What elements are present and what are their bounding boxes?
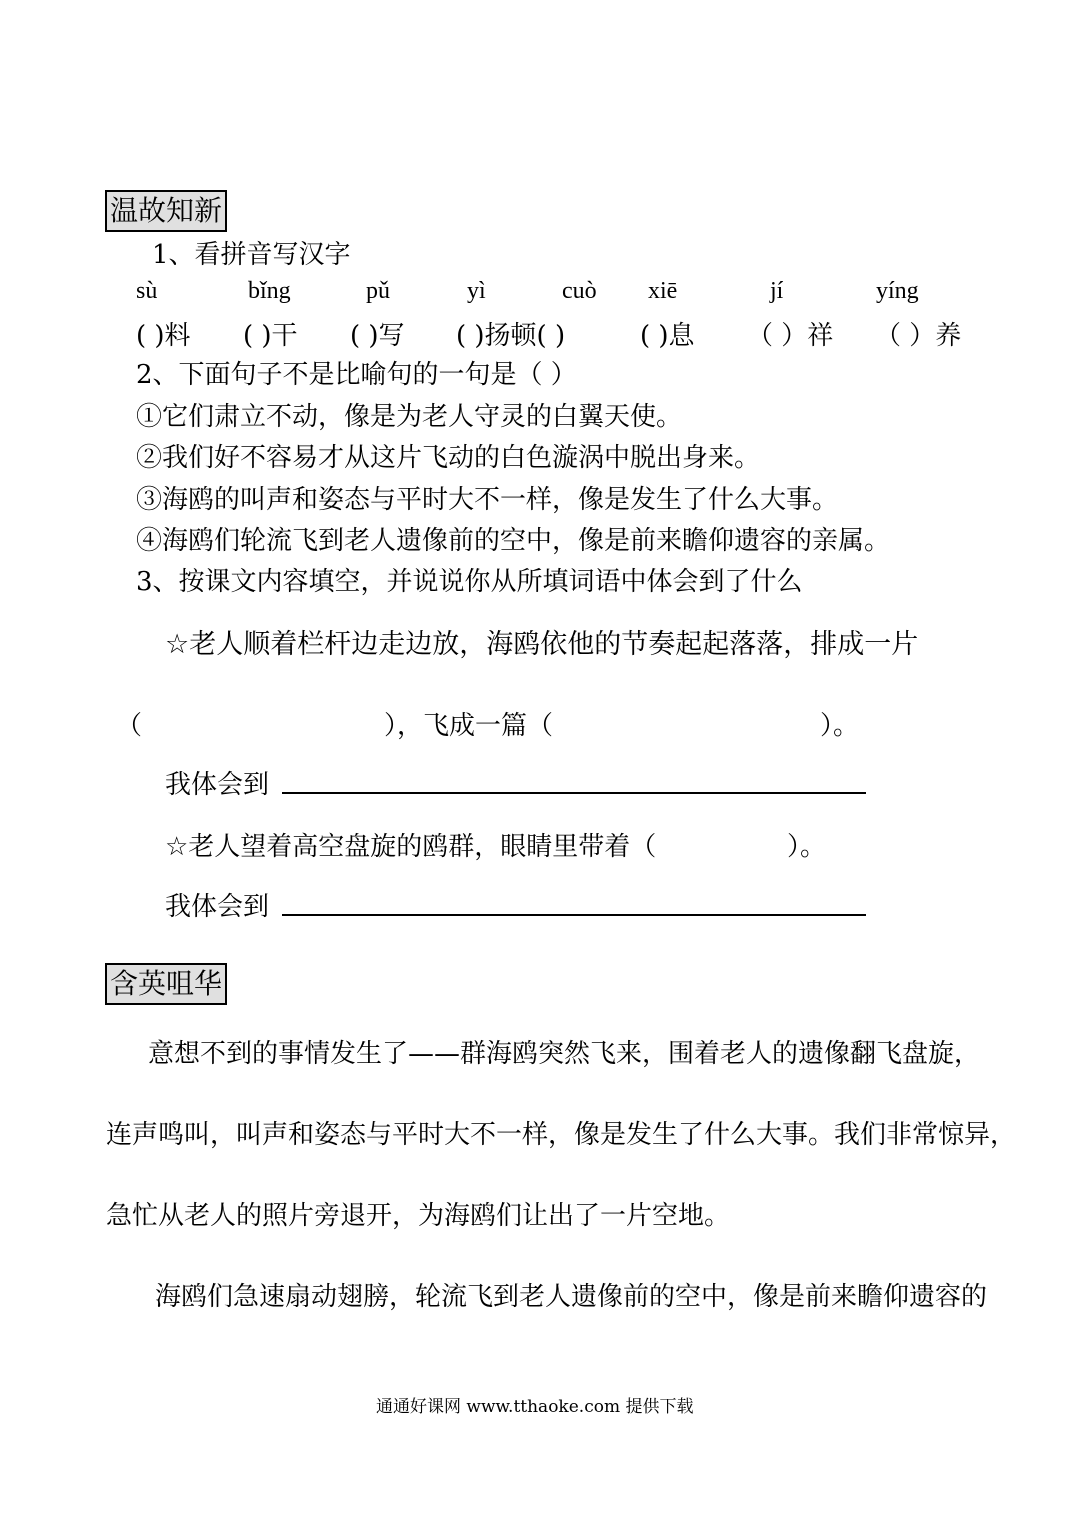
blank-4: ( )扬顿( ) — [456, 321, 566, 351]
q3-item1-open: （ — [116, 711, 143, 741]
blank-5: ( )息 — [640, 321, 695, 351]
pinyin-5: cuò — [562, 278, 597, 304]
pinyin-1: sù — [136, 278, 158, 304]
reading-p2-line1: 海鸥们急速扇动翅膀，轮流飞到老人遗像前的空中，像是前来瞻仰遗容的 — [155, 1282, 988, 1312]
reading-p1-line3: 急忙从老人的照片旁退开，为海鸥们让出了一片空地。 — [106, 1201, 731, 1231]
blank-6: （ ）祥 — [747, 321, 834, 351]
page-footer: 通通好课网 www.tthaoke.com 提供下载 — [376, 1397, 694, 1417]
feel-label-1: 我体会到 — [165, 770, 270, 800]
section-title-review: 温故知新 — [105, 190, 227, 232]
option-3: ③海鸥的叫声和姿态与平时大不一样，像是发生了什么大事。 — [136, 485, 839, 515]
q3-item1-mid: ），飞成一篇（ — [384, 711, 554, 741]
reading-p1-line2: 连声鸣叫，叫声和姿态与平时大不一样，像是发生了什么大事。我们非常惊异， — [106, 1120, 1017, 1150]
pinyin-6: xiē — [648, 278, 678, 304]
q3-item1-close: ）。 — [820, 711, 860, 741]
feel-label-2: 我体会到 — [165, 892, 270, 922]
pinyin-7: jí — [770, 278, 784, 304]
question-2-title: 2、下面句子不是比喻句的一句是（ ） — [136, 360, 577, 390]
question-1-title: 1、看拼音写汉字 — [152, 240, 351, 270]
option-4: ④海鸥们轮流飞到老人遗像前的空中，像是前来瞻仰遗容的亲属。 — [136, 526, 891, 556]
option-2: ②我们好不容易才从这片飞动的白色漩涡中脱出身来。 — [136, 443, 761, 473]
pinyin-8: yíng — [876, 278, 919, 304]
blank-1: ( )料 — [136, 321, 191, 351]
q3-item2: ☆老人望着高空盘旋的鸥群，眼睛里带着（ — [165, 832, 657, 862]
section-title-reading: 含英咀华 — [105, 963, 227, 1005]
reading-p1-line1: 意想不到的事情发生了——群海鸥突然飞来，围着老人的遗像翻飞盘旋， — [148, 1039, 981, 1069]
blank-7: （ ）养 — [875, 321, 962, 351]
answer-line-2[interactable] — [282, 914, 866, 916]
answer-line-1[interactable] — [282, 792, 866, 794]
pinyin-2: bǐng — [248, 278, 291, 304]
question-3-title: 3、按课文内容填空，并说说你从所填词语中体会到了什么 — [136, 567, 803, 597]
q3-item1-line1: ☆老人顺着栏杆边走边放，海鸥依他的节奏起起落落，排成一片 — [165, 629, 919, 660]
option-1: ①它们肃立不动，像是为老人守灵的白翼天使。 — [136, 402, 683, 432]
blank-2: ( )干 — [243, 321, 298, 351]
q3-item2-close: ）。 — [787, 832, 827, 862]
blank-3: ( )写 — [350, 321, 405, 351]
pinyin-4: yì — [467, 278, 486, 304]
pinyin-3: pǔ — [366, 278, 390, 304]
